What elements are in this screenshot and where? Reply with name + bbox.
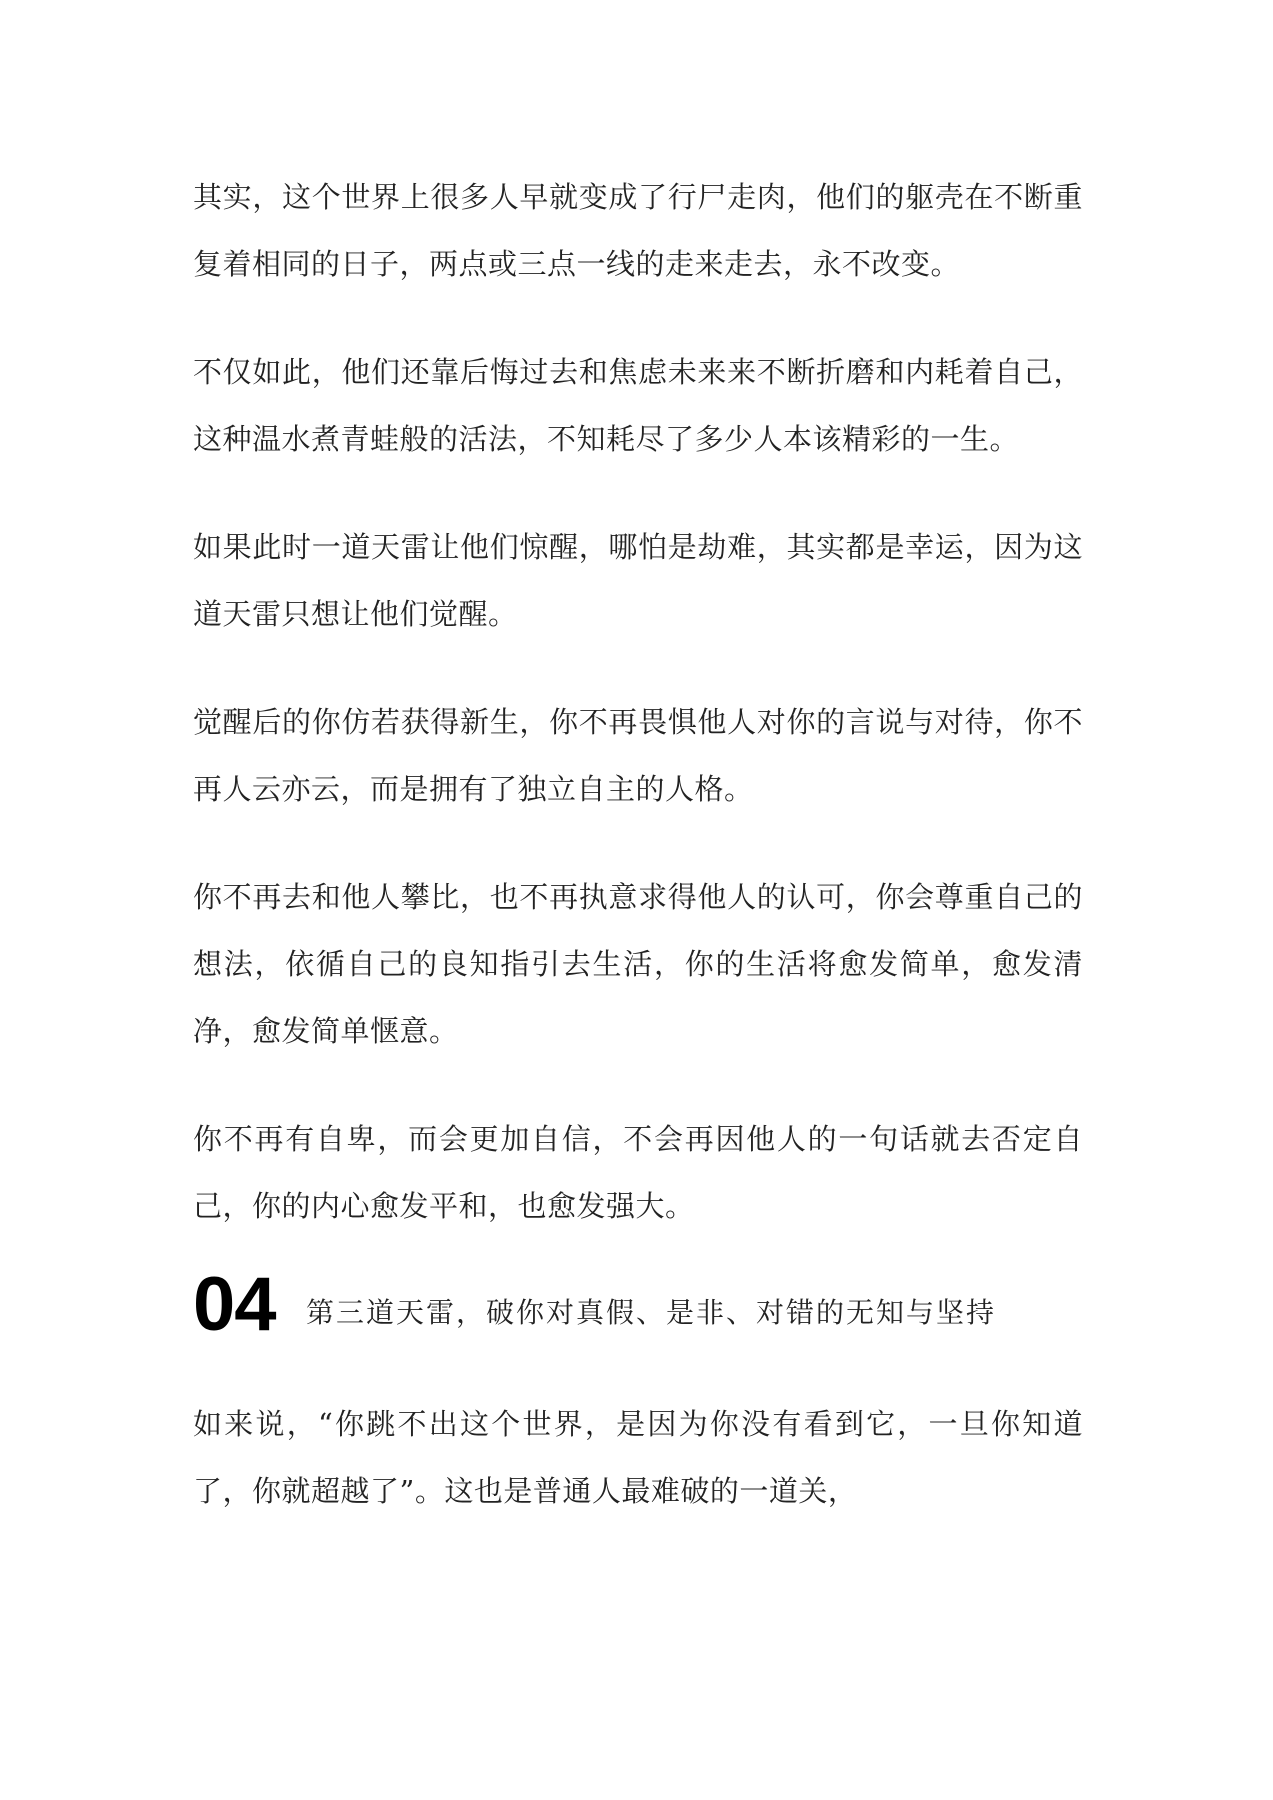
paragraph: 不仅如此，他们还靠后悔过去和焦虑未来来不断折磨和内耗着自己，这种温水煮青蛙般的活法，不知耗尽了多少人本该精彩的一生。 bbox=[193, 355, 1083, 456]
paragraph: 如果此时一道天雷让他们惊醒，哪怕是劫难，其实都是幸运，因为这道天雷只想让他们觉醒。 bbox=[193, 530, 1083, 631]
paragraph: 如来说，“你跳不出这个世界，是因为你没有看到它，一旦你知道了，你就超越了”。这也是普通人最难破的一道关， bbox=[193, 1407, 1083, 1508]
paragraph: 觉醒后的你仿若获得新生，你不再畏惧他人对你的言说与对待，你不再人云亦云，而是拥有了独立自主的人格。 bbox=[193, 705, 1083, 806]
article-body bbox=[193, 164, 1083, 1566]
section-number: 04 bbox=[193, 1262, 276, 1347]
section-heading bbox=[193, 1263, 1083, 1347]
section-title: 第三道天雷，破你对真假、是非、对错的无知与坚持 bbox=[306, 1296, 997, 1329]
paragraph: 你不再去和他人攀比，也不再执意求得他人的认可，你会尊重自己的想法，依循自己的良知指引去生活，你的生活将愈发简单，愈发清净，愈发简单惬意。 bbox=[193, 880, 1083, 1048]
paragraph: 其实，这个世界上很多人早就变成了行尸走肉，他们的躯壳在不断重复着相同的日子，两点或三点一线的走来走去，永不改变。 bbox=[193, 180, 1083, 281]
paragraph: 你不再有自卑，而会更加自信，不会再因他人的一句话就去否定自己，你的内心愈发平和，也愈发强大。 bbox=[193, 1122, 1083, 1223]
